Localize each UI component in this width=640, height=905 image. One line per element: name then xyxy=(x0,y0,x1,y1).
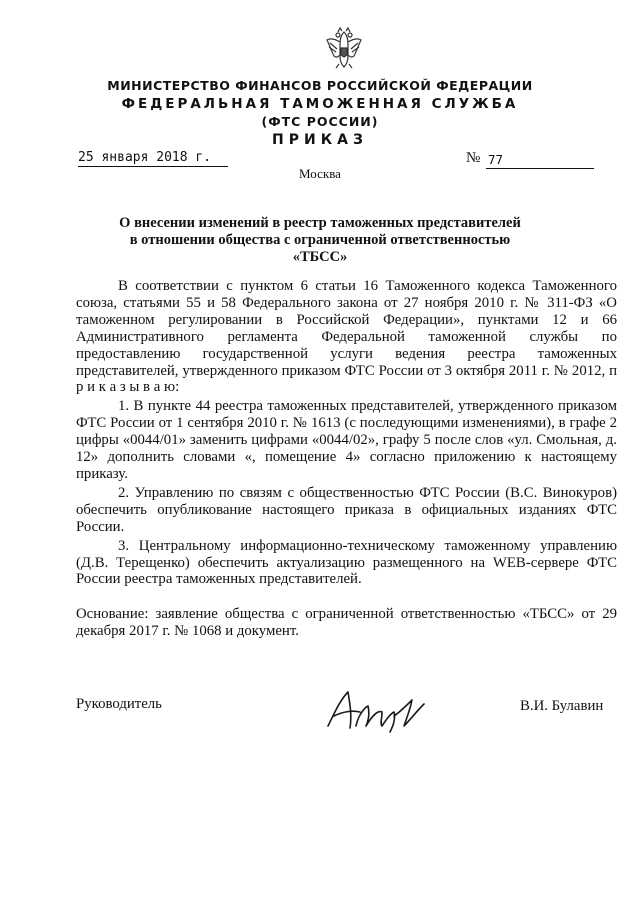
preamble-paragraph: В соответствии с пунктом 6 статьи 16 Таможенного кодекса Таможенного союза, статьями 55 и 58 Федерального закона от 27 ноября 2010 г. № 311-ФЗ «О таможенном регулировании в Российской Федерации», пунктами 12 и 66 Административного регламента Федеральной таможенной службы по предоставлению государственной услуги ведения реестра таможенных представителей, утвержденного приказом ФТС России от 3 октября 2011 г. № 2012, п р и к а з ы в а ю: xyxy=(76,278,617,396)
clause-2-paragraph: 2. Управлению по связям с общественностью ФТС России (В.С. Винокуров) обеспечить опубликование настоящего приказа в официальных изданиях ФТС России. xyxy=(76,484,617,535)
order-body xyxy=(76,278,617,588)
issuing-city: Москва xyxy=(299,166,341,181)
order-date: 25 января 2018 г. xyxy=(78,150,228,167)
clause-3-paragraph: 3. Центральному информационно-техническому таможенному управлению (Д.В. Терещенко) обеспечить актуализацию размещенного на WEB-сервере ФТС России реестра таможенных представителей. xyxy=(76,537,617,588)
basis-note: Основание: заявление общества с ограниченной ответственностью «ТБСС» от 29 декабря 2017 г. № 1068 и документ. xyxy=(76,606,617,639)
service-abbreviation: (ФТС РОССИИ) xyxy=(261,114,379,129)
order-title-line-3: «ТБСС» xyxy=(292,249,348,265)
signer-position: Руководитель xyxy=(76,696,162,712)
order-title-line-2: в отношении общества с ограниченной ответственностью xyxy=(129,232,511,248)
document-type: ПРИКАЗ xyxy=(272,132,368,148)
coat-of-arms-icon xyxy=(324,26,364,70)
ministry-name: МИНИСТЕРСТВО ФИНАНСОВ РОССИЙСКОЙ ФЕДЕРАЦИИ xyxy=(107,78,533,93)
order-number-label: № xyxy=(466,150,481,166)
handwritten-signature xyxy=(320,686,432,736)
signer-name: В.И. Булавин xyxy=(520,698,604,714)
clause-1-paragraph: 1. В пункте 44 реестра таможенных представителей, утвержденного приказом ФТС России от 1 сентября 2010 г. № 1613 (с последующими изменениями), в графе 2 цифры «0044/01» заменить цифрами «0044/02», графу 5 после слов «ул. Смольная, д. 12» дополнить словами «, помещение 4» согласно приложению к настоящему приказу. xyxy=(76,398,617,482)
order-number: 77 xyxy=(486,152,594,169)
state-emblem xyxy=(324,26,364,70)
order-title xyxy=(0,215,640,266)
service-name: ФЕДЕРАЛЬНАЯ ТАМОЖЕННАЯ СЛУЖБА xyxy=(121,96,519,112)
order-title-line-1: О внесении изменений в реестр таможенных представителей xyxy=(119,215,521,231)
